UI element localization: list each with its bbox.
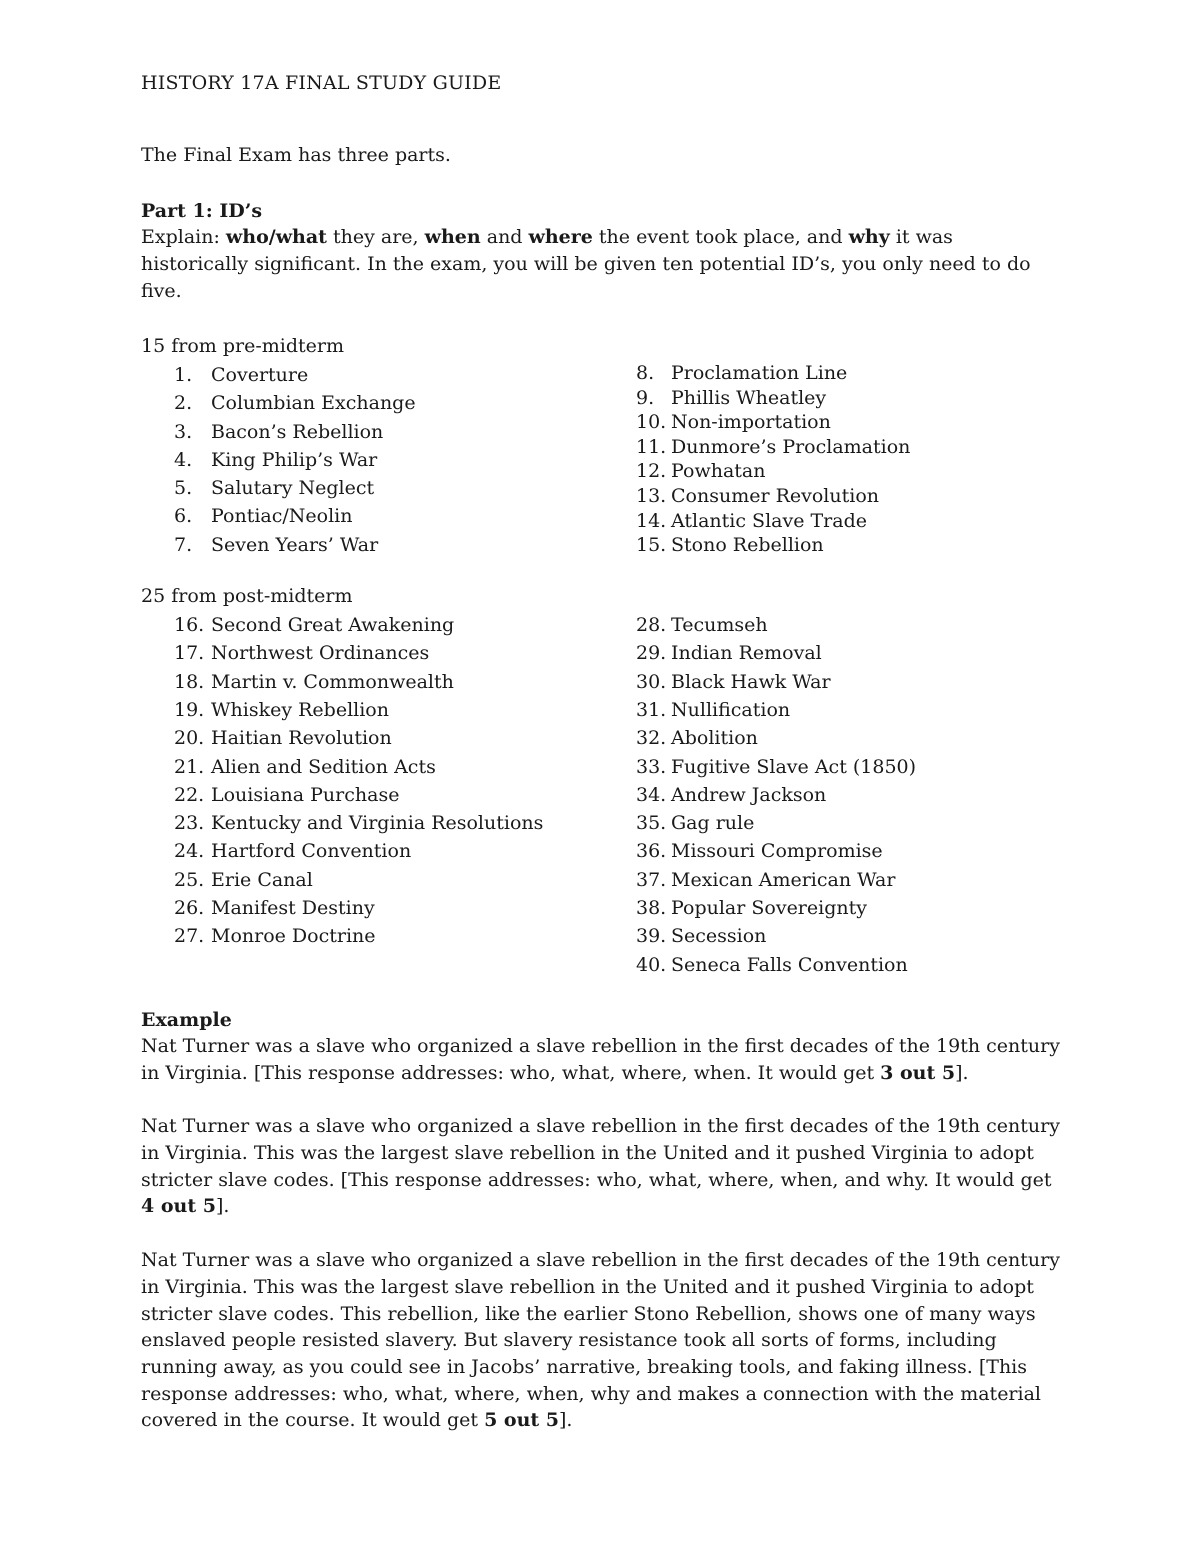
item-number: 32.: [636, 727, 667, 750]
id-list-item: [141, 446, 636, 474]
item-number: 39.: [636, 925, 667, 948]
item-number: 40.: [636, 953, 667, 976]
id-list-item: [141, 418, 636, 446]
instructions-text-4: it was historically significant. In the exam, you will be given ten potential ID’s, you only need to do five.: [141, 226, 1031, 302]
item-number: 2.: [174, 392, 193, 415]
id-list-item: [636, 724, 1056, 752]
id-list-item: [636, 696, 1056, 724]
item-label: Fugitive Slave Act (1850): [671, 755, 917, 778]
item-label: Tecumseh: [671, 614, 768, 637]
item-number: 5.: [174, 477, 193, 500]
example-response-1: [141, 1033, 1061, 1086]
example-1-text: Nat Turner was a slave who organized a slave rebellion in the first decades of the 19th century in Virginia. [This response addresses: who, what, where, when. It would get: [141, 1034, 1060, 1084]
item-label: Andrew Jackson: [671, 783, 827, 806]
id-list-item: [636, 435, 1056, 460]
item-number: 12.: [636, 460, 667, 483]
item-label: Dunmore’s Proclamation: [671, 435, 911, 458]
item-label: Columbian Exchange: [211, 392, 416, 415]
id-list-item: [141, 361, 636, 389]
item-label: Abolition: [671, 727, 758, 750]
item-label: Stono Rebellion: [671, 534, 824, 557]
item-label: Pontiac/Neolin: [211, 505, 353, 528]
id-list-item: [636, 837, 1056, 865]
instructions-text-1: they are,: [326, 226, 425, 248]
item-label: Secession: [671, 925, 767, 948]
intro-text: The Final Exam has three parts.: [141, 144, 451, 166]
item-number: 38.: [636, 897, 667, 920]
item-label: Salutary Neglect: [211, 477, 375, 500]
id-list-item: [141, 531, 636, 559]
item-number: 21.: [174, 755, 205, 778]
item-label: Alien and Sedition Acts: [211, 755, 436, 778]
post-midterm-list: [141, 611, 1061, 979]
item-label: Second Great Awakening: [211, 614, 455, 637]
id-list-item: [141, 502, 636, 530]
item-number: 20.: [174, 727, 205, 750]
id-list-item: [141, 724, 636, 752]
item-label: King Philip’s War: [211, 448, 378, 471]
item-number: 27.: [174, 925, 205, 948]
id-list-item: [141, 611, 636, 639]
item-number: 11.: [636, 435, 667, 458]
id-list-item: [636, 386, 1056, 411]
id-list-item: [636, 639, 1056, 667]
instructions-text-2: and: [480, 226, 529, 248]
id-list-item: [636, 484, 1056, 509]
item-label: Seneca Falls Convention: [671, 953, 908, 976]
id-list-item: [636, 410, 1056, 435]
item-label: Monroe Doctrine: [211, 925, 376, 948]
item-number: 6.: [174, 505, 193, 528]
id-list-item: [141, 696, 636, 724]
item-label: Hartford Convention: [211, 840, 412, 863]
id-list-item: [636, 361, 1056, 386]
item-label: Nullification: [671, 698, 791, 721]
item-number: 8.: [636, 362, 655, 384]
item-number: 14.: [636, 509, 667, 532]
id-list-item: [141, 866, 636, 894]
id-list-item: [636, 459, 1056, 484]
example-1-score: 3 out 5: [880, 1061, 956, 1084]
item-number: 22.: [174, 783, 205, 806]
post-midterm-label: 25 from post-midterm: [141, 585, 353, 608]
id-list-item: [141, 781, 636, 809]
pre-midterm-list: [141, 361, 1061, 559]
item-number: 4.: [174, 448, 193, 471]
id-list-item: [141, 639, 636, 667]
item-number: 10.: [636, 411, 667, 434]
page-title: HISTORY 17A FINAL STUDY GUIDE: [141, 72, 502, 94]
id-list-item: [141, 753, 636, 781]
example-3-end: ].: [559, 1409, 573, 1432]
example-2-text: Nat Turner was a slave who organized a slave rebellion in the first decades of the 19th century in Virginia. This was the largest slave rebellion in the United and it pushed Virginia to adopt stricter slave codes. [This response addresses: who, what, where, when, and why. It would get: [141, 1115, 1060, 1191]
item-label: Erie Canal: [211, 868, 313, 891]
item-number: 28.: [636, 614, 667, 637]
item-label: Popular Sovereignty: [671, 897, 867, 920]
item-label: Proclamation Line: [671, 362, 848, 384]
item-label: Martin v. Commonwealth: [211, 670, 454, 693]
item-label: Atlantic Slave Trade: [671, 509, 867, 532]
example-2-score: 4 out 5: [141, 1195, 216, 1218]
item-label: Powhatan: [671, 460, 766, 483]
id-list-item: [141, 809, 636, 837]
id-list-item: [141, 837, 636, 865]
id-list-item: [636, 533, 1056, 558]
explain-prefix: Explain:: [141, 226, 226, 248]
item-number: 35.: [636, 812, 667, 835]
post-midterm-right-column: [636, 611, 1056, 979]
example-response-2: [141, 1113, 1061, 1220]
item-number: 9.: [636, 386, 655, 409]
pre-midterm-left-column: [141, 361, 636, 559]
id-list-item: [636, 922, 1056, 950]
item-label: Black Hawk War: [671, 670, 831, 693]
id-list-item: [636, 781, 1056, 809]
id-list-item: [636, 611, 1056, 639]
item-label: Seven Years’ War: [211, 533, 379, 556]
who-what-emphasis: who/what: [225, 226, 327, 248]
item-label: Bacon’s Rebellion: [211, 420, 384, 443]
id-list-item: [141, 389, 636, 417]
id-list-item: [636, 894, 1056, 922]
id-list-item: [636, 509, 1056, 534]
item-number: 36.: [636, 840, 667, 863]
id-list-item: [141, 668, 636, 696]
item-number: 37.: [636, 868, 667, 891]
item-label: Gag rule: [671, 812, 755, 835]
item-number: 19.: [174, 698, 205, 721]
post-midterm-left-column: [141, 611, 636, 979]
example-3-score: 5 out 5: [484, 1409, 559, 1432]
item-number: 7.: [174, 533, 193, 556]
id-list-item: [141, 894, 636, 922]
item-label: Missouri Compromise: [671, 840, 883, 863]
pre-midterm-label: 15 from pre-midterm: [141, 335, 344, 357]
item-label: Mexican American War: [671, 868, 896, 891]
item-number: 1.: [174, 364, 193, 386]
example-heading: Example: [141, 1008, 232, 1031]
item-label: Haitian Revolution: [211, 727, 392, 750]
example-2-end: ].: [215, 1195, 230, 1218]
item-label: Indian Removal: [671, 642, 822, 665]
id-list-item: [636, 866, 1056, 894]
id-list-item: [141, 922, 636, 950]
example-3-text: Nat Turner was a slave who organized a slave rebellion in the first decades of the 19th century in Virginia. This was the largest slave rebellion in the United and it pushed Virginia to adopt stricter slave codes. This rebellion, like the earlier Stono Rebellion, shows one of many ways enslaved people resisted slavery. But slavery resistance took all sorts of forms, including running away, as you could see in Jacobs’ narrative, breaking tools, and faking illness. [This response addresses: who, what, where, when, why and makes a connection with the material covered in the course. It would get: [141, 1249, 1060, 1432]
item-number: 17.: [174, 642, 205, 665]
item-number: 25.: [174, 868, 205, 891]
study-guide-page: [141, 70, 1061, 1434]
item-label: Kentucky and Virginia Resolutions: [211, 812, 544, 835]
item-label: Manifest Destiny: [211, 897, 375, 920]
id-list-item: [636, 668, 1056, 696]
item-number: 31.: [636, 698, 667, 721]
id-list-item: [636, 951, 1056, 979]
item-number: 30.: [636, 670, 667, 693]
item-number: 16.: [174, 614, 205, 637]
example-1-end: ].: [955, 1061, 969, 1084]
item-label: Consumer Revolution: [671, 484, 880, 507]
item-number: 33.: [636, 755, 667, 778]
pre-midterm-right-column: [636, 361, 1056, 559]
item-number: 29.: [636, 642, 667, 665]
example-response-3: [141, 1247, 1061, 1434]
instructions-text-3: the event took place, and: [592, 226, 849, 248]
part1-instructions: [141, 224, 1061, 305]
id-list-item: [636, 753, 1056, 781]
why-emphasis: why: [848, 226, 890, 248]
item-number: 18.: [174, 670, 205, 693]
item-number: 13.: [636, 484, 667, 507]
item-number: 26.: [174, 897, 205, 920]
item-label: Louisiana Purchase: [211, 783, 400, 806]
part1-heading: Part 1: ID’s: [141, 200, 263, 222]
id-list-item: [141, 474, 636, 502]
item-number: 24.: [174, 840, 205, 863]
item-label: Whiskey Rebellion: [211, 698, 389, 721]
item-label: Non-importation: [671, 411, 831, 434]
item-number: 15.: [636, 534, 667, 557]
id-list-item: [636, 809, 1056, 837]
item-number: 3.: [174, 420, 193, 443]
item-number: 34.: [636, 783, 667, 806]
item-label: Northwest Ordinances: [211, 642, 430, 665]
item-label: Phillis Wheatley: [671, 386, 827, 409]
item-number: 23.: [174, 812, 205, 835]
item-label: Coverture: [211, 364, 309, 386]
when-emphasis: when: [424, 226, 481, 248]
where-emphasis: where: [528, 226, 593, 248]
